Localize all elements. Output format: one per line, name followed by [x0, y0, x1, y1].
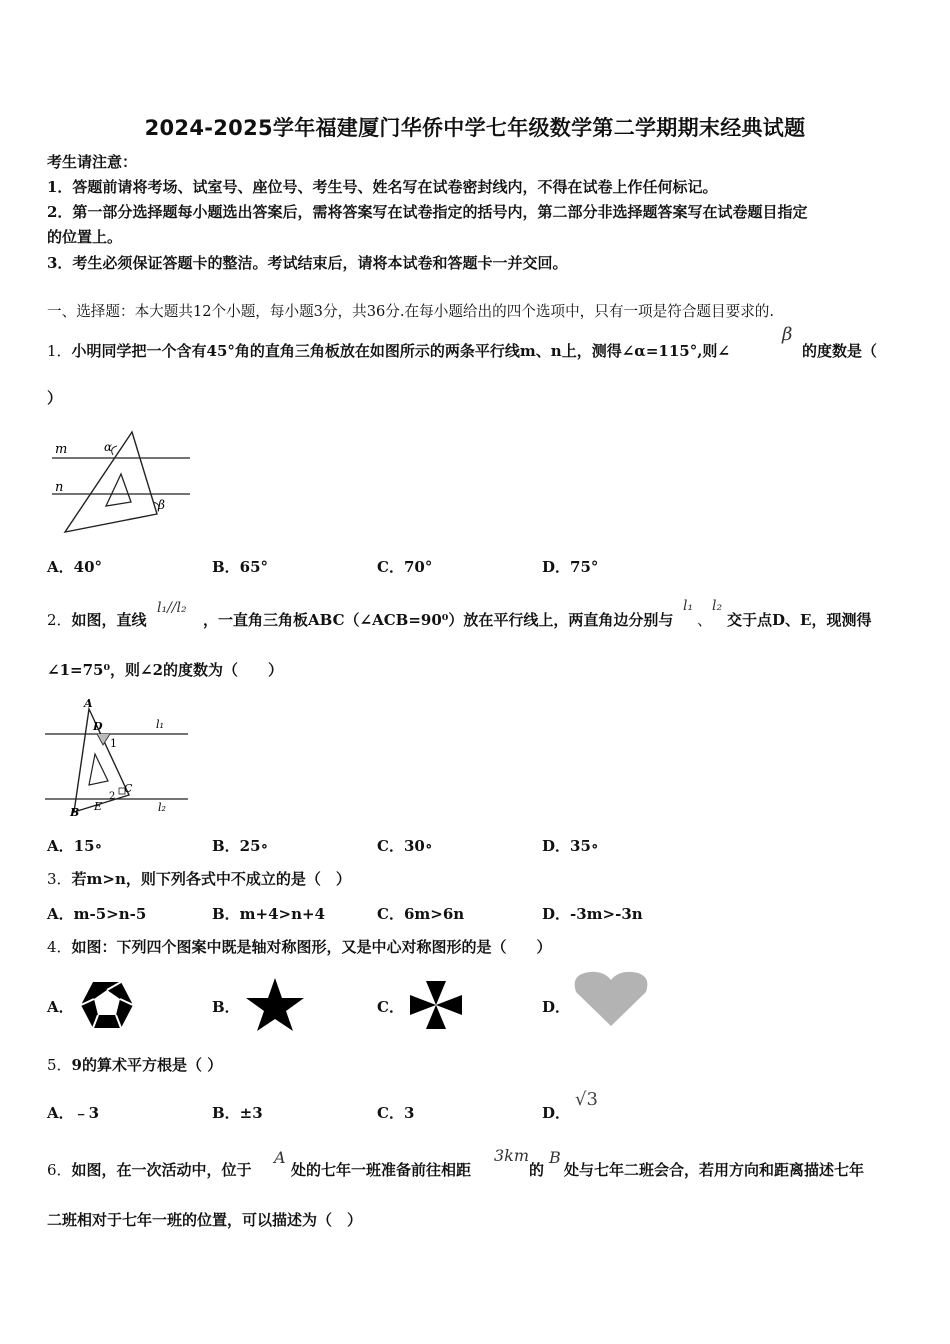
- star-icon: [244, 976, 306, 1032]
- pinwheel-icon: [408, 979, 464, 1031]
- option-d[interactable]: D．: [542, 1104, 571, 1122]
- hexagon-pattern-icon: [79, 980, 135, 1030]
- label-n: n: [55, 480, 64, 495]
- question-text: 交于点D、E，现测得: [727, 611, 872, 629]
- question-text: ）: [47, 389, 63, 407]
- label-2: 2: [109, 791, 116, 802]
- label-e: E: [94, 800, 103, 813]
- question-text: ，一直角三角板ABC（∠ACB=90⁰）放在平行线上，两直角边分别与: [203, 611, 674, 629]
- point-a: A: [274, 1148, 286, 1167]
- option-a[interactable]: A．: [47, 998, 74, 1016]
- label-b: B: [70, 806, 80, 819]
- label-alpha: α: [104, 440, 113, 454]
- q2-figure: [45, 697, 195, 822]
- beta-symbol: β: [782, 324, 793, 345]
- question-number: 1．: [47, 342, 72, 360]
- point-b: B: [549, 1148, 561, 1167]
- option-c[interactable]: C．6m>6n: [377, 905, 465, 923]
- q1-figure: [47, 428, 197, 538]
- option-d[interactable]: D．75°: [542, 558, 599, 576]
- question-number: 5．: [47, 1056, 72, 1074]
- question-text: 的: [529, 1161, 545, 1179]
- question-number: 6．: [47, 1161, 72, 1179]
- notice-item: 的位置上。: [47, 228, 123, 246]
- question-text: 二班相对于七年一班的位置，可以描述为（ ）: [47, 1211, 363, 1229]
- notice-item: 1．答题前请将考场、试室号、座位号、考生号、姓名写在试卷密封线内，不得在试卷上作任何标记。: [47, 178, 718, 196]
- question-text: 处与七年二班会合，若用方向和距离描述七年: [564, 1161, 865, 1179]
- notice-item: 3．考生必须保证答题卡的整洁。考试结束后，请将本试卷和答题卡一并交回。: [47, 254, 568, 272]
- heart-icon: [572, 970, 650, 1028]
- l1-parallel-l2: l₁//l₂: [157, 600, 187, 616]
- label-l1: l₁: [156, 718, 164, 731]
- question-number: 3．: [47, 870, 72, 888]
- question-text: 如图，在一次活动中，位于: [71, 1161, 252, 1179]
- l2-symbol: l₂: [712, 598, 723, 614]
- question-text: ∠1=75⁰，则∠2的度数为（ ）: [47, 661, 284, 679]
- label-a: A: [84, 697, 93, 710]
- question-text: 如图，直线: [71, 611, 147, 629]
- option-b[interactable]: B．: [212, 998, 240, 1016]
- notice-item: 2．第一部分选择题每小题选出答案后，需将答案写在试卷指定的括号内，第二部分非选择题答案写在试卷题目指定: [47, 203, 808, 221]
- option-c[interactable]: C．3: [377, 1104, 415, 1122]
- question-number: 4．: [47, 938, 72, 956]
- label-m: m: [55, 442, 68, 457]
- option-c[interactable]: C．: [377, 998, 404, 1016]
- label-l2: l₂: [158, 801, 166, 814]
- option-d[interactable]: D．35∘: [542, 837, 599, 855]
- question-text: 9的算术平方根是（ ）: [71, 1056, 223, 1074]
- option-a[interactable]: A．﹣3: [47, 1104, 100, 1122]
- option-c[interactable]: C．30∘: [377, 837, 433, 855]
- label-d: D: [93, 720, 103, 733]
- page-title: 2024-2025学年福建厦门华侨中学七年级数学第二学期期末经典试题: [144, 116, 806, 140]
- question-number: 2．: [47, 611, 72, 629]
- option-c[interactable]: C．70°: [377, 558, 433, 576]
- question-text: 的度数是（: [802, 342, 878, 360]
- option-a[interactable]: A．40°: [47, 558, 103, 576]
- option-a[interactable]: A．m-5>n-5: [47, 905, 147, 923]
- question-text: 处的七年一班准备前往相距: [291, 1161, 472, 1179]
- option-a[interactable]: A．15∘: [47, 837, 103, 855]
- separator: 、: [697, 611, 713, 629]
- question-text: 小明同学把一个含有45°角的直角三角板放在如图所示的两条平行线m、n上，测得∠α=115°,则∠: [71, 342, 730, 360]
- option-b[interactable]: B．25∘: [212, 837, 269, 855]
- notice-heading: 考生请注意：: [47, 153, 138, 171]
- label-c: C: [124, 782, 133, 795]
- label-beta: β: [158, 498, 165, 512]
- option-b[interactable]: B．±3: [212, 1104, 263, 1122]
- question-text: 如图：下列四个图案中既是轴对称图形，又是中心对称图形的是（ ）: [71, 938, 552, 956]
- l1-symbol: l₁: [683, 598, 694, 614]
- question-text: 若m>n，则下列各式中不成立的是（ ）: [71, 870, 351, 888]
- option-b[interactable]: B．m+4>n+4: [212, 905, 326, 923]
- option-d[interactable]: D．-3m>-3n: [542, 905, 643, 923]
- option-d[interactable]: D．: [542, 998, 571, 1016]
- sqrt3-value: √3: [575, 1089, 598, 1110]
- label-1: 1: [110, 737, 117, 750]
- distance-km: 3km: [494, 1146, 530, 1165]
- section-heading: 一、选择题：本大题共12个小题，每小题3分，共36分.在每小题给出的四个选项中，只有一项是符合题目要求的.: [47, 303, 775, 320]
- option-b[interactable]: B．65°: [212, 558, 269, 576]
